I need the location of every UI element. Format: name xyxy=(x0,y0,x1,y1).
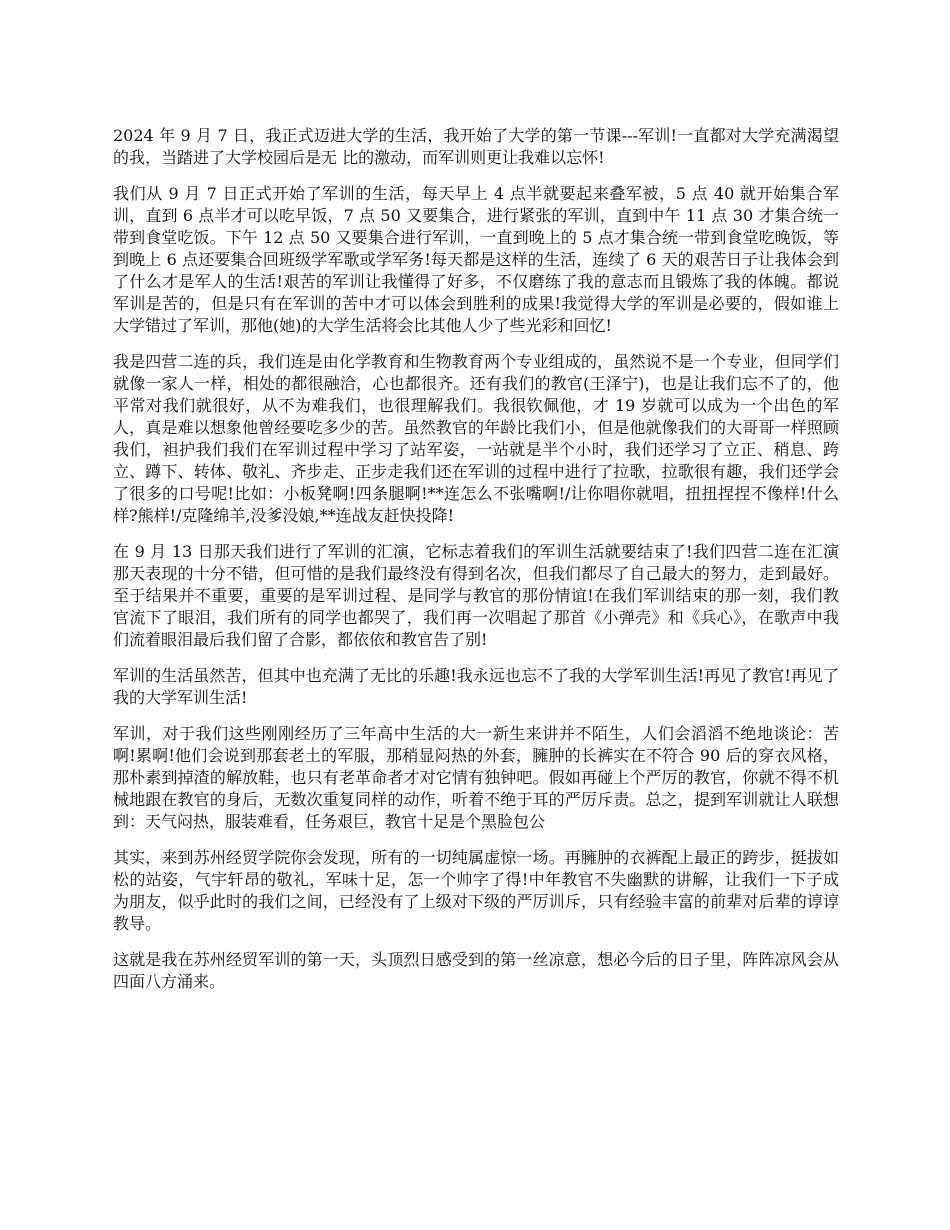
paragraph: 在 9 月 13 日那天我们进行了军训的汇演，它标志着我们的军训生活就要结束了!我们四营二连在汇演那天表现的十分不错，但可惜的是我们最终没有得到名次，但我们都尽了自己最大的努力，走到最好。至于结果并不重要，重要的是军训过程、是同学与教官的那份情谊!在我们军训结束的那一刻，我们教官流下了眼泪，我们所有的同学也都哭了，我们再一次唱起了那首《小弹壳》和《兵心》，在歌声中我们流着眼泪最后我们留了合影，都依依和教官告了别! xyxy=(113,542,839,649)
paragraph: 我们从 9 月 7 日正式开始了军训的生活，每天早上 4 点半就要起来叠军被，5 点 40 就开始集合军训，直到 6 点半才可以吃早饭，7 点 50 又要集合，进行紧张的军训，直到中午 11 点 30 才集合统一带到食堂吃饭。下午 12 点 50 又要集合进行军训，一直到晚上的 5 点才集合统一带到食堂吃晚饭，等到晚上 6 点还要集合回班级学军歌或学军务!每天都是这样的生活，连续了 6 天的艰苦日子让我体会到了什么才是军人的生活!艰苦的军训让我懂得了好多，不仅磨练了我的意志而且锻炼了我的体魄。都说军训是苦的，但是只有在军训的苦中才可以体会到胜利的成果!我觉得大学的军训是必要的，假如谁上大学错过了军训，那他(她)的大学生活将会比其他人少了些光彩和回忆! xyxy=(113,184,839,335)
paragraph: 我是四营二连的兵，我们连是由化学教育和生物教育两个专业组成的，虽然说不是一个专业，但同学们就像一家人一样，相处的都很融洽，心也都很齐。还有我们的教官(王泽宁)，也是让我们忘不了的，他平常对我们就很好，从不为难我们，也很理解我们。我很钦佩他，才 19 岁就可以成为一个出色的军人，真是难以想象他曾经要吃多少的苦。虽然教官的年龄比我们小，但是他就像我们的大哥哥一样照顾我们，袒护我们我们在军训过程中学习了站军姿，一站就是半个小时，我们还学习了立正、稍息、跨立、蹲下、转体、敬礼、齐步走、正步走我们还在军训的过程中进行了拉歌，拉歌很有趣，我们还学会了很多的口号呢!比如：小板凳啊!四条腿啊!**连怎么不张嘴啊!/让你唱你就唱，扭扭捏捏不像样!什么样?熊样!/克隆绵羊,没爹没娘,**连战友赶快投降! xyxy=(113,352,839,525)
paragraph: 其实，来到苏州经贸学院你会发现，所有的一切纯属虚惊一场。再臃肿的衣裤配上最正的跨步，挺拔如松的站姿，气宇轩昂的敬礼，军味十足，怎一个帅字了得!中年教官不失幽默的讲解，让我们一下子成为朋友，似乎此时的我们之间，已经没有了上级对下级的严厉训斥，只有经验丰富的前辈对后辈的谆谆教导。 xyxy=(113,848,839,933)
document-body xyxy=(113,125,839,1007)
paragraph: 军训，对于我们这些刚刚经历了三年高中生活的大一新生来讲并不陌生，人们会滔滔不绝地谈论：苦啊!累啊!他们会说到那套老土的军服，那稍显闷热的外套，臃肿的长裤实在不符合 90 后的穿衣风格，那朴素到掉渣的解放鞋，也只有老革命者才对它情有独钟吧。假如再碰上个严厉的教官，你就不得不机械地跟在教官的身后，无数次重复同样的动作，听着不绝于耳的严厉斥责。总之，提到军训就让人联想到：天气闷热，服装难看，任务艰巨，教官十足是个黑脸包公 xyxy=(113,724,839,831)
paragraph: 军训的生活虽然苦，但其中也充满了无比的乐趣!我永远也忘不了我的大学军训生活!再见了教官!再见了我的大学军训生活! xyxy=(113,666,839,707)
paragraph: 这就是我在苏州经贸军训的第一天，头顶烈日感受到的第一丝凉意，想必今后的日子里，阵阵凉风会从四面八方涌来。 xyxy=(113,950,839,991)
paragraph: 2024 年 9 月 7 日，我正式迈进大学的生活，我开始了大学的第一节课---军训!一直都对大学充满渴望的我，当踏进了大学校园后是无 比的激动，而军训则更让我难以忘怀! xyxy=(113,126,839,167)
